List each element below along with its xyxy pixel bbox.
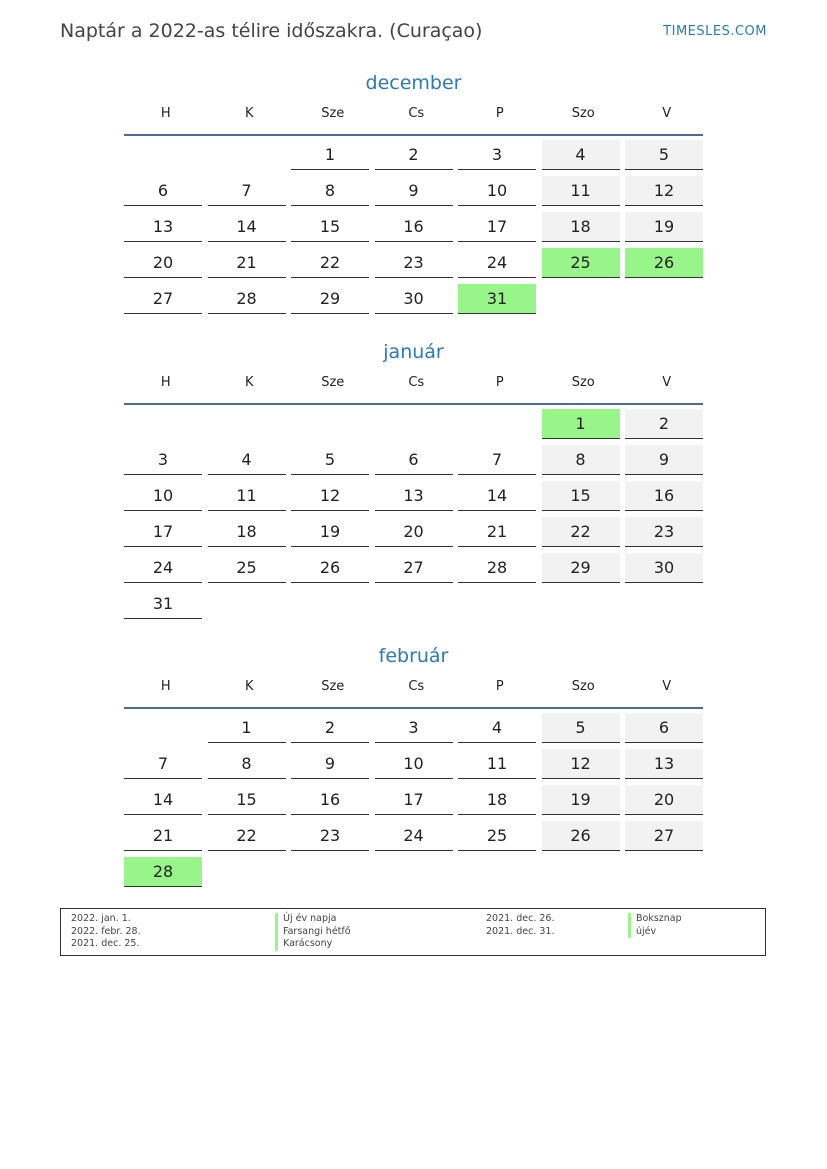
month-name: december <box>365 72 462 94</box>
day-cell[interactable]: 27 <box>625 821 703 851</box>
weekday-label: Cs <box>408 375 425 390</box>
day-cell[interactable]: 9 <box>291 749 369 779</box>
day-cell[interactable]: 13 <box>375 481 453 511</box>
weekday-label: P <box>495 375 504 390</box>
legend-names-left <box>275 913 351 951</box>
day-cell[interactable]: 8 <box>542 445 620 475</box>
weekday-label: Szo <box>571 375 595 390</box>
legend-holiday-name: újév <box>628 926 682 939</box>
day-cell[interactable]: 16 <box>291 785 369 815</box>
day-cell[interactable]: 9 <box>375 176 453 206</box>
day-cell[interactable]: 8 <box>208 749 286 779</box>
header-divider <box>124 134 703 136</box>
day-cell[interactable]: 27 <box>375 553 453 583</box>
day-cell[interactable]: 6 <box>375 445 453 475</box>
legend-dates-left <box>71 913 141 951</box>
day-cell[interactable]: 12 <box>291 481 369 511</box>
day-cell[interactable]: 30 <box>625 553 703 583</box>
day-cell[interactable]: 24 <box>375 821 453 851</box>
weekday-label: H <box>160 375 171 390</box>
day-cell[interactable]: 28 <box>124 857 202 887</box>
weekday-label: V <box>662 679 672 694</box>
holiday-legend <box>60 908 766 956</box>
weekday-label: H <box>160 679 171 694</box>
weekday-header <box>124 679 703 701</box>
weekday-label: Cs <box>408 106 425 121</box>
day-cell[interactable]: 10 <box>375 749 453 779</box>
day-cell[interactable]: 6 <box>625 713 703 743</box>
day-cell[interactable]: 1 <box>291 140 369 170</box>
day-cell[interactable]: 23 <box>375 248 453 278</box>
day-cell[interactable]: 22 <box>291 248 369 278</box>
day-cell[interactable]: 8 <box>291 176 369 206</box>
day-cell[interactable]: 16 <box>375 212 453 242</box>
day-cell[interactable]: 29 <box>542 553 620 583</box>
day-cell[interactable]: 20 <box>375 517 453 547</box>
page-title: Naptár a 2022-as télire időszakra. (Curaçao) <box>60 20 483 42</box>
day-cell[interactable]: 22 <box>542 517 620 547</box>
day-cell[interactable]: 7 <box>458 445 536 475</box>
day-cell[interactable]: 23 <box>291 821 369 851</box>
weekday-label: Sze <box>321 106 345 121</box>
day-cell[interactable]: 4 <box>208 445 286 475</box>
day-cell[interactable]: 31 <box>458 284 536 314</box>
weekday-label: Szo <box>571 679 595 694</box>
empty-cell <box>291 409 369 439</box>
day-cell[interactable]: 6 <box>124 176 202 206</box>
day-cell[interactable]: 17 <box>458 212 536 242</box>
empty-cell <box>208 409 286 439</box>
day-cell[interactable]: 10 <box>458 176 536 206</box>
weekday-label: P <box>495 106 504 121</box>
day-cell[interactable]: 3 <box>375 713 453 743</box>
legend-dates-right <box>486 913 554 938</box>
legend-date: 2021. dec. 31. <box>486 925 555 937</box>
day-cell[interactable]: 19 <box>291 517 369 547</box>
day-cell[interactable]: 14 <box>458 481 536 511</box>
day-cell[interactable]: 19 <box>625 212 703 242</box>
day-cell[interactable]: 29 <box>291 284 369 314</box>
weekday-label: K <box>244 106 254 121</box>
day-cell[interactable]: 1 <box>542 409 620 439</box>
day-cell[interactable]: 7 <box>208 176 286 206</box>
day-cell[interactable]: 11 <box>458 749 536 779</box>
day-cell[interactable]: 3 <box>124 445 202 475</box>
empty-cell <box>124 713 202 743</box>
weekday-label: Cs <box>408 679 425 694</box>
weekday-label: H <box>160 106 171 121</box>
day-cell[interactable]: 20 <box>625 785 703 815</box>
day-cell[interactable]: 9 <box>625 445 703 475</box>
day-cell[interactable]: 26 <box>291 553 369 583</box>
day-cell[interactable]: 21 <box>458 517 536 547</box>
legend-date: 2022. jan. 1. <box>71 913 131 924</box>
day-cell[interactable]: 1 <box>208 713 286 743</box>
day-cell[interactable]: 25 <box>458 821 536 851</box>
weekday-label: K <box>244 375 254 390</box>
month-december <box>124 68 703 320</box>
day-cell[interactable]: 17 <box>375 785 453 815</box>
header-divider <box>124 707 703 709</box>
empty-cell <box>124 409 202 439</box>
legend-date: 2021. dec. 26. <box>486 913 555 924</box>
weekday-label: P <box>495 679 504 694</box>
day-cell[interactable]: 26 <box>542 821 620 851</box>
weekday-label: V <box>662 106 672 121</box>
day-cell[interactable]: 18 <box>208 517 286 547</box>
day-cell[interactable]: 7 <box>124 749 202 779</box>
day-cell[interactable]: 24 <box>458 248 536 278</box>
header-divider <box>124 403 703 405</box>
day-cell[interactable]: 12 <box>625 176 703 206</box>
legend-date: 2021. dec. 25. <box>71 938 140 949</box>
day-cell[interactable]: 18 <box>458 785 536 815</box>
day-cell[interactable]: 17 <box>124 517 202 547</box>
day-grid <box>124 140 703 320</box>
day-cell[interactable]: 19 <box>542 785 620 815</box>
day-cell[interactable]: 14 <box>124 785 202 815</box>
day-cell[interactable]: 27 <box>124 284 202 314</box>
day-cell[interactable]: 15 <box>542 481 620 511</box>
empty-cell <box>375 409 453 439</box>
day-cell[interactable]: 15 <box>291 212 369 242</box>
day-cell[interactable]: 13 <box>124 212 202 242</box>
day-cell[interactable]: 3 <box>458 140 536 170</box>
day-cell[interactable]: 5 <box>542 713 620 743</box>
empty-cell <box>458 409 536 439</box>
brand-link[interactable]: TIMESLES.COM <box>663 24 767 39</box>
day-cell[interactable]: 4 <box>542 140 620 170</box>
weekday-label: V <box>662 375 672 390</box>
day-cell[interactable]: 10 <box>124 481 202 511</box>
weekday-header <box>124 375 703 397</box>
empty-cell <box>124 140 202 170</box>
day-cell[interactable]: 13 <box>625 749 703 779</box>
day-cell[interactable]: 12 <box>542 749 620 779</box>
day-cell[interactable]: 5 <box>291 445 369 475</box>
legend-holiday-name: Új év napja <box>275 913 351 926</box>
legend-holiday-name: Boksznap <box>628 913 682 926</box>
day-cell[interactable]: 14 <box>208 212 286 242</box>
day-cell[interactable]: 15 <box>208 785 286 815</box>
day-cell[interactable]: 2 <box>375 140 453 170</box>
day-cell[interactable]: 18 <box>542 212 620 242</box>
day-cell[interactable]: 30 <box>375 284 453 314</box>
day-cell[interactable]: 31 <box>124 589 202 619</box>
month-name: január <box>383 341 444 363</box>
day-cell[interactable]: 20 <box>124 248 202 278</box>
day-cell[interactable]: 25 <box>208 553 286 583</box>
day-cell[interactable]: 28 <box>208 284 286 314</box>
day-cell[interactable]: 25 <box>542 248 620 278</box>
day-cell[interactable]: 11 <box>208 481 286 511</box>
day-cell[interactable]: 23 <box>625 517 703 547</box>
legend-holiday-name: Karácsony <box>275 938 351 951</box>
legend-date: 2022. febr. 28. <box>71 925 141 937</box>
weekday-label: Sze <box>321 679 345 694</box>
weekday-label: K <box>244 679 254 694</box>
day-cell[interactable]: 5 <box>625 140 703 170</box>
day-cell[interactable]: 2 <box>625 409 703 439</box>
weekday-header <box>124 106 703 128</box>
day-grid <box>124 409 703 625</box>
day-cell[interactable]: 21 <box>124 821 202 851</box>
day-cell[interactable]: 26 <box>625 248 703 278</box>
day-cell[interactable]: 16 <box>625 481 703 511</box>
day-cell[interactable]: 11 <box>542 176 620 206</box>
day-cell[interactable]: 28 <box>458 553 536 583</box>
weekday-label: Sze <box>321 375 345 390</box>
day-cell[interactable]: 4 <box>458 713 536 743</box>
legend-names-right <box>628 913 682 938</box>
day-cell[interactable]: 22 <box>208 821 286 851</box>
month-name: február <box>378 645 449 667</box>
day-cell[interactable]: 21 <box>208 248 286 278</box>
day-cell[interactable]: 2 <box>291 713 369 743</box>
legend-holiday-name: Farsangi hétfő <box>275 926 351 939</box>
weekday-label: Szo <box>571 106 595 121</box>
day-grid <box>124 713 703 893</box>
day-cell[interactable]: 24 <box>124 553 202 583</box>
month-january <box>124 337 703 625</box>
month-february <box>124 641 703 893</box>
empty-cell <box>208 140 286 170</box>
